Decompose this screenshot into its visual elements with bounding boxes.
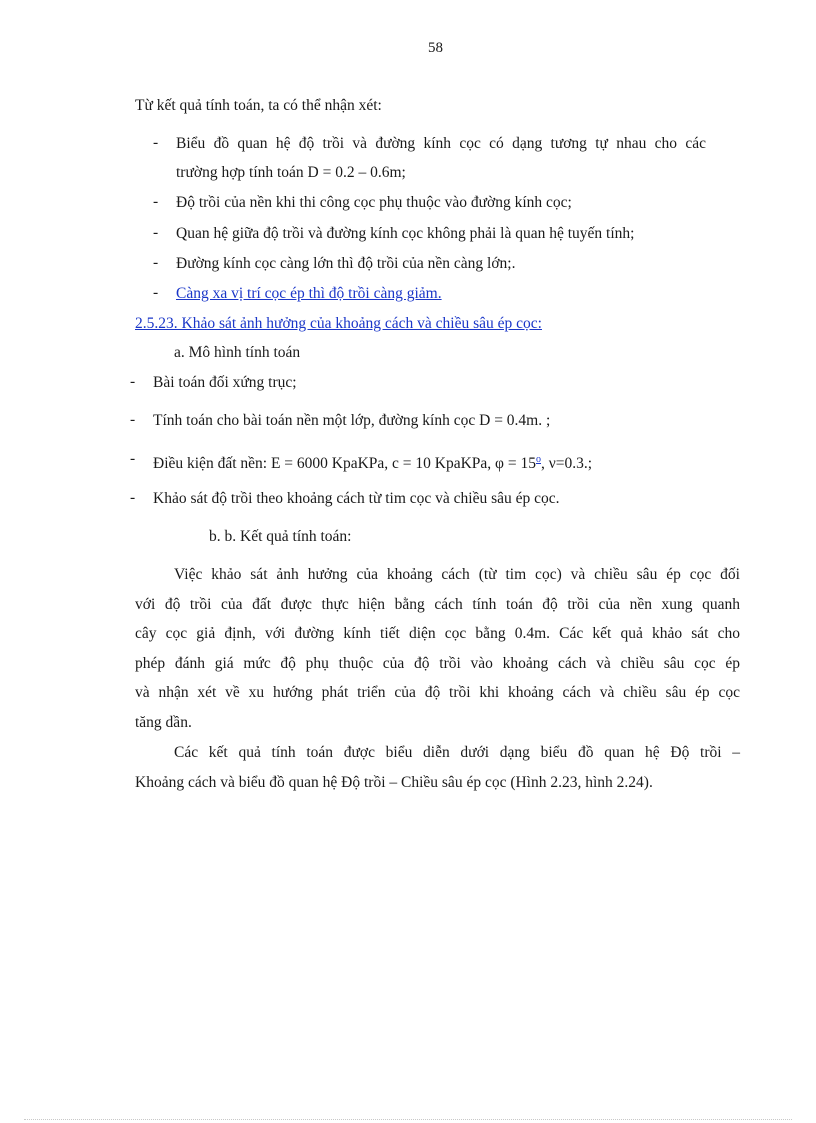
- bullet-dash: -: [153, 284, 159, 301]
- paragraph-2-line: Các kết quả tính toán được biểu diễn dưới dạng biểu đồ quan hệ Độ trồi –: [174, 744, 740, 761]
- section-heading-link[interactable]: 2.5.23. Khảo sát ảnh hưởng của khoảng cách và chiều sâu ép cọc:: [135, 315, 542, 332]
- subheading-b: b. b. Kết quả tính toán:: [209, 528, 352, 545]
- model-item-4: Khảo sát độ trồi theo khoảng cách từ tim cọc và chiều sâu ép cọc.: [153, 490, 560, 507]
- observation-1-cont: trường hợp tính toán D = 0.2 – 0.6m;: [176, 164, 406, 181]
- bullet-dash: -: [153, 254, 159, 271]
- observation-3: Quan hệ giữa độ trồi và đường kính cọc không phải là quan hệ tuyến tính;: [176, 225, 635, 242]
- bullet-dash: -: [153, 193, 159, 210]
- paragraph-1-line: với độ trồi của đất được thực hiện bằng cách tính toán độ trồi của nền xung quanh: [135, 596, 740, 613]
- paragraph-1-line: Việc khảo sát ảnh hưởng của khoảng cách (từ tim cọc) và chiều sâu ép cọc đối: [174, 566, 740, 583]
- bullet-dash: -: [130, 489, 136, 506]
- model-item-2: Tính toán cho bài toán nền một lớp, đường kính cọc D = 0.4m. ;: [153, 412, 551, 429]
- bullet-dash: -: [130, 411, 136, 428]
- soil-conditions-text: Điều kiện đất nền: E = 6000 KpaKPa, c = 10 KpaKPa, φ = 15: [153, 455, 536, 473]
- bullet-dash: -: [153, 224, 159, 241]
- observation-1: Biểu đồ quan hệ độ trồi và đường kính cọc có dạng tương tự nhau cho các: [176, 135, 706, 152]
- observation-2: Độ trồi của nền khi thi công cọc phụ thuộc vào đường kính cọc;: [176, 194, 572, 211]
- bullet-dash: -: [130, 373, 136, 390]
- paragraph-1-line: phép đánh giá mức độ phụ thuộc của độ trồi vào khoảng cách và chiều sâu cọc ép: [135, 655, 740, 672]
- page-number: 58: [428, 40, 443, 56]
- page-bottom-rule: [24, 1119, 792, 1120]
- intro-text: Từ kết quả tính toán, ta có thể nhận xét:: [135, 97, 382, 114]
- poisson-ratio-text: , ν=0.3.;: [541, 455, 593, 473]
- subheading-a: a. Mô hình tính toán: [174, 344, 301, 361]
- bullet-dash: -: [130, 450, 136, 467]
- paragraph-2-line: Khoảng cách và biểu đồ quan hệ Độ trồi – Chiều sâu ép cọc (Hình 2.23, hình 2.24).: [135, 774, 653, 791]
- model-item-3: [153, 450, 592, 474]
- paragraph-1-line: và nhận xét về xu hướng phát triển của độ trồi khi khoảng cách và chiều sâu ép cọc: [135, 684, 740, 701]
- model-item-1: Bài toán đối xứng trục;: [153, 374, 297, 391]
- observation-4: Đường kính cọc càng lớn thì độ trồi của nền càng lớn;.: [176, 255, 516, 272]
- paragraph-1-line: cây cọc giả định, với đường kính tiết diện cọc bằng 0.4m. Các kết quả khảo sát cho: [135, 625, 740, 642]
- bullet-dash: -: [153, 134, 159, 151]
- paragraph-1-line: tăng dần.: [135, 714, 192, 731]
- observation-5-link[interactable]: Càng xa vị trí cọc ép thì độ trồi càng giảm.: [176, 285, 442, 302]
- degree-symbol-link[interactable]: o: [536, 454, 541, 465]
